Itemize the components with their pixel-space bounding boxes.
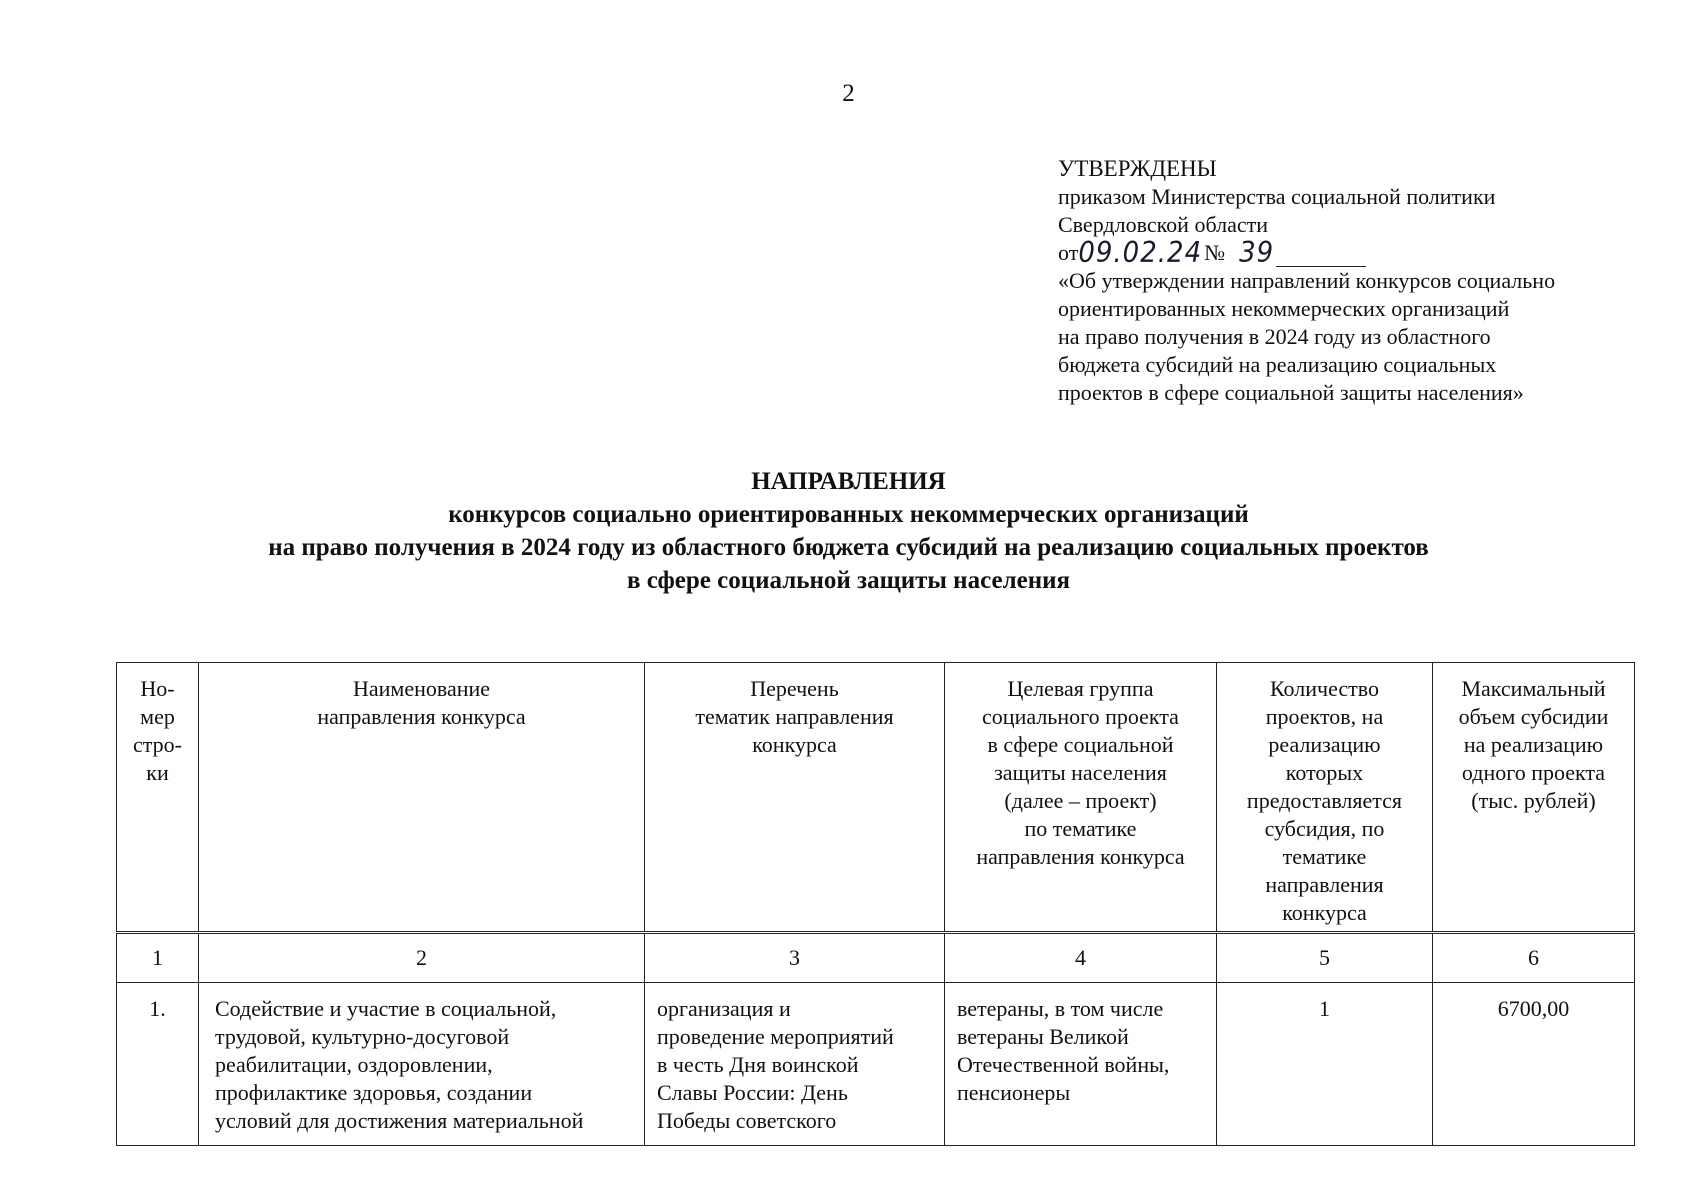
topics: организация и проведение мероприятий в честь Дня воинской Славы России: День Победы советского	[645, 983, 945, 1146]
column-number: 6	[1433, 933, 1635, 983]
column-number: 3	[645, 933, 945, 983]
row-number: 1.	[117, 983, 199, 1146]
handwritten-date: 09.02.24	[1078, 236, 1203, 270]
title-line: на право получения в 2024 году из областного бюджета субсидий на реализацию социальных проектов	[268, 534, 1429, 561]
directions-table	[116, 662, 1635, 1146]
header-target-group: Целевая группа социального проекта в сфере социальной защиты населения (далее – проект) по тематике направления конкурса	[945, 663, 1217, 933]
page-number: 2	[842, 80, 855, 107]
header-topics: Перечень тематик направления конкурса	[645, 663, 945, 933]
approval-issuer-line2: Свердловской области	[1058, 212, 1268, 237]
approval-subject-line: ориентированных некоммерческих организаций	[1058, 296, 1510, 321]
header-row-number: Но- мер стро- ки	[117, 663, 199, 933]
document-title	[0, 465, 1697, 597]
project-count: 1	[1217, 983, 1433, 1146]
approval-subject-line: «Об утверждении направлений конкурсов социально	[1058, 268, 1556, 293]
header-direction-name: Наименование направления конкурса	[199, 663, 645, 933]
number-prefix: №	[1204, 240, 1226, 265]
target-group: ветераны, в том числе ветераны Великой Отечественной войны, пенсионеры	[945, 983, 1217, 1146]
header-project-count: Количество проектов, на реализацию которых предоставляется субсидия, по тематике направления конкурса	[1217, 663, 1433, 933]
approval-date-line	[1058, 236, 1658, 270]
date-prefix: от	[1058, 240, 1079, 265]
title-line: НАПРАВЛЕНИЯ	[751, 468, 946, 495]
approval-subject-line: на право получения в 2024 году из областного	[1058, 324, 1491, 349]
handwritten-number: 39	[1239, 236, 1275, 270]
max-subsidy: 6700,00	[1433, 983, 1635, 1146]
header-max-subsidy: Максимальный объем субсидии на реализацию одного проекта (тыс. рублей)	[1433, 663, 1635, 933]
direction-name: Содействие и участие в социальной, трудовой, культурно-досуговой реабилитации, оздоровлении, профилактике здоровья, создании условий для достижения материальной	[199, 983, 645, 1146]
title-line: конкурсов социально ориентированных некоммерческих организаций	[448, 501, 1249, 528]
table-header-row	[117, 663, 1635, 933]
approval-subject-line: бюджета субсидий на реализацию социальных	[1058, 352, 1497, 377]
approval-stamp-block	[1058, 155, 1658, 407]
approval-subject-line: проектов в сфере социальной защиты населения»	[1058, 380, 1524, 405]
approval-heading: УТВЕРЖДЕНЫ	[1058, 156, 1217, 181]
title-line: в сфере социальной защиты населения	[626, 567, 1071, 594]
column-number: 4	[945, 933, 1217, 983]
number-underline	[1276, 244, 1366, 267]
column-number: 2	[199, 933, 645, 983]
column-number: 1	[117, 933, 199, 983]
column-number-row	[117, 933, 1635, 983]
column-number: 5	[1217, 933, 1433, 983]
approval-issuer-line1: приказом Министерства социальной политики	[1058, 184, 1496, 209]
table-row	[117, 983, 1635, 1146]
